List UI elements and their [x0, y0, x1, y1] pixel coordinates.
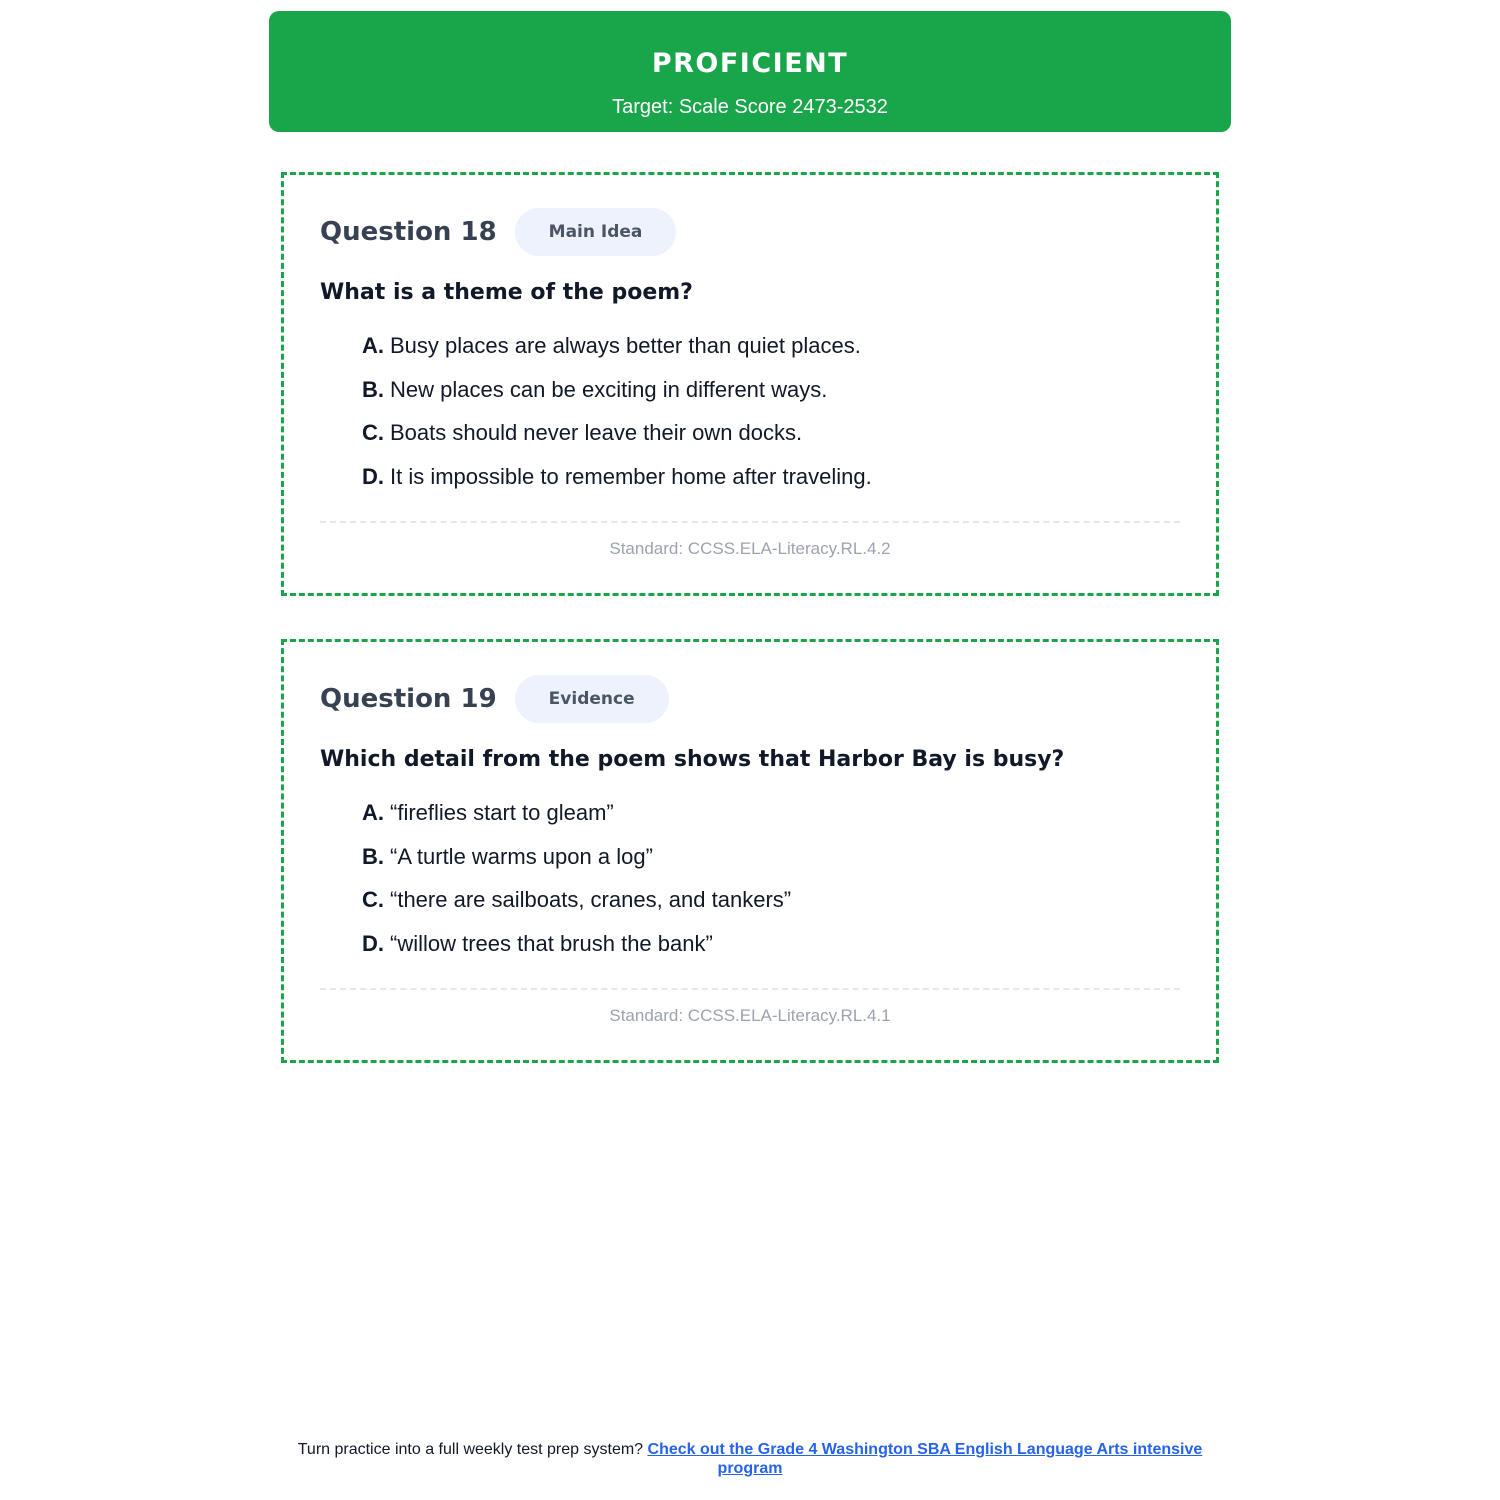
- answer-option[interactable]: [362, 418, 872, 447]
- answer-options: [362, 798, 791, 972]
- question-prompt: Which detail from the poem shows that Harbor Bay is busy?: [320, 747, 1065, 772]
- option-letter: B.: [362, 843, 384, 869]
- program-link[interactable]: Check out the Grade 4 Washington SBA English Language Arts intensive program: [647, 1441, 1203, 1477]
- standard-label: Standard: CCSS.ELA-Literacy.RL.4.1: [609, 1006, 891, 1025]
- skill-tag: Main Idea: [515, 208, 677, 256]
- level-banner: [269, 11, 1231, 132]
- answer-option[interactable]: [362, 798, 791, 827]
- answer-option[interactable]: [362, 929, 791, 958]
- question-header: [320, 674, 669, 724]
- option-letter: D.: [362, 463, 384, 489]
- option-text: “there are sailboats, cranes, and tankers”: [390, 887, 792, 912]
- answer-option[interactable]: [362, 462, 872, 491]
- answer-option[interactable]: [362, 885, 791, 914]
- option-letter: C.: [362, 420, 384, 445]
- question-title: Question 19: [320, 684, 497, 714]
- answer-option[interactable]: [362, 375, 872, 404]
- option-text: “willow trees that brush the bank”: [390, 930, 713, 956]
- divider: [320, 521, 1180, 523]
- option-text: It is impossible to remember home after traveling.: [390, 463, 872, 489]
- question-header: [320, 207, 676, 257]
- footer-promo: [270, 1440, 1230, 1478]
- answer-options: [362, 331, 872, 505]
- footer-text: Turn practice into a full weekly test prep system?: [297, 1441, 644, 1458]
- option-text: New places can be exciting in different ways.: [390, 376, 828, 402]
- option-text: Busy places are always better than quiet places.: [390, 333, 861, 358]
- standard-label: Standard: CCSS.ELA-Literacy.RL.4.2: [609, 539, 891, 558]
- option-text: “A turtle warms upon a log”: [390, 843, 653, 869]
- option-text: Boats should never leave their own docks.: [390, 420, 803, 445]
- option-text: “fireflies start to gleam”: [390, 800, 614, 825]
- skill-tag: Evidence: [515, 675, 669, 723]
- option-letter: D.: [362, 930, 384, 956]
- option-letter: C.: [362, 887, 384, 912]
- question-card: [281, 172, 1219, 596]
- option-letter: A.: [362, 333, 384, 358]
- answer-option[interactable]: [362, 331, 872, 360]
- option-letter: A.: [362, 800, 384, 825]
- banner-subtitle: Target: Scale Score 2473-2532: [612, 96, 888, 118]
- answer-option[interactable]: [362, 842, 791, 871]
- option-letter: B.: [362, 376, 384, 402]
- divider: [320, 988, 1180, 990]
- question-prompt: What is a theme of the poem?: [320, 280, 693, 305]
- question-card: [281, 639, 1219, 1063]
- question-title: Question 18: [320, 217, 497, 247]
- banner-title: PROFICIENT: [651, 48, 849, 79]
